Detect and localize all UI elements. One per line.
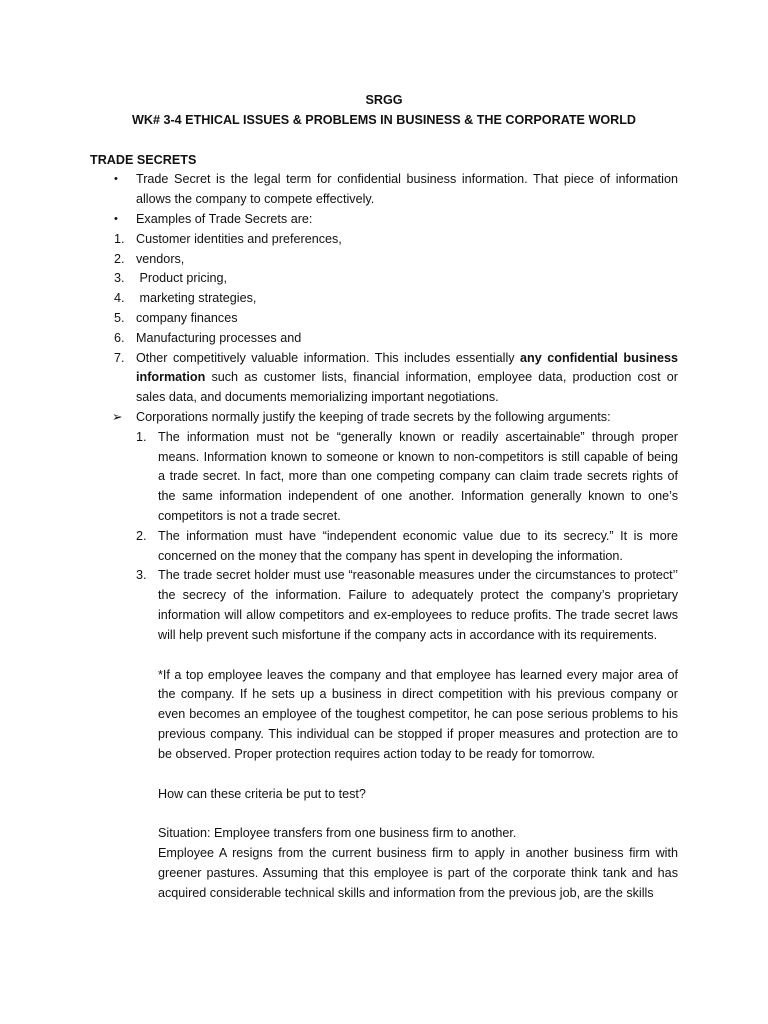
list-number: 5.: [114, 310, 125, 325]
list-text-part: such as customer lists, financial information, employee data, production cost or sales data, and documents memorializing important negotiations.: [136, 370, 678, 405]
document-title: WK# 3-4 ETHICAL ISSUES & PROBLEMS IN BUSINESS & THE CORPORATE WORLD: [131, 112, 637, 127]
list-number: 7.: [114, 350, 125, 365]
section-heading: TRADE SECRETS: [90, 152, 197, 167]
emphasis-text: any confidential business information: [136, 350, 678, 385]
list-item: [90, 349, 678, 408]
bullet-item: [90, 170, 678, 210]
situation-paragraph: Situation: Employee transfers from one business firm to another.: [158, 826, 517, 841]
list-number: 1.: [114, 231, 125, 246]
list-text: The trade secret holder must use “reasonable measures under the circumstances to protect’’ the secrecy of the information. Failure to adequately protect the company’s proprietary information will allow competitors and ex-employees to reduce profits. The trade secret laws will help prevent such misfortune if the company acts in accordance with its requirements.: [158, 568, 678, 642]
list-item: [90, 309, 678, 329]
list-text: company finances: [136, 310, 238, 325]
note-paragraph: *If a top employee leaves the company and that employee has learned every major area of the company. If he sets up a business in direct competition with his previous company or even becomes an employee of the toughest competitor, he can pose serious problems to his previous company. This individual can be stopped if proper measures and protection are to be observed. Proper protection requires action today to be ready for tomorrow.: [158, 667, 678, 761]
list-number: 3.: [136, 568, 147, 583]
document-page: [90, 91, 678, 903]
list-text-part: Other competitively valuable information. This includes essentially: [136, 350, 521, 365]
definition-bullets: [90, 170, 678, 229]
list-item: [136, 527, 678, 567]
document-code: SRGG: [365, 93, 403, 107]
list-number: 4.: [114, 291, 125, 306]
list-text: vendors,: [136, 251, 185, 266]
list-item: [90, 289, 678, 309]
list-item: [136, 566, 678, 645]
list-number: 3.: [114, 271, 125, 286]
bullet-text: Examples of Trade Secrets are:: [136, 211, 313, 226]
list-item: [90, 269, 678, 289]
list-number: 2.: [136, 528, 147, 543]
list-text: Manufacturing processes and: [136, 330, 302, 345]
list-item: [90, 329, 678, 349]
list-text: The information must have “independent economic value due to its secrecy.” It is more concerned on the money that the company has spent in developing the information.: [158, 528, 678, 563]
examples-list: [90, 230, 678, 408]
question-paragraph: How can these criteria be put to test?: [158, 786, 366, 801]
list-text: The information must not be “generally known or readily ascertainable” through proper means. Information known to someone or known to non-competitors is still capable of being a trade secret. In fact, more than one competing company can claim trade secrets rights of the same information independent of one another. Information generally known to one’s competitors is not a trade secret.: [158, 429, 678, 523]
bullet-icon: •: [114, 173, 118, 186]
list-text: marketing strategies,: [136, 291, 257, 306]
list-item: [136, 428, 678, 527]
arguments-list: [90, 428, 678, 646]
list-text: Product pricing,: [136, 271, 227, 286]
arrow-bullet-icon: ➢: [112, 409, 123, 424]
employee-paragraph: Employee A resigns from the current business firm to apply in another business firm with greener pastures. Assuming that this employee is part of the corporate think tank and has acquired considerable technical skills and information from the previous job, are the skills: [158, 846, 678, 900]
list-number: 1.: [136, 429, 147, 444]
list-item: [90, 250, 678, 270]
bullet-text: Trade Secret is the legal term for confidential business information. That piece of information allows the company to compete effectively.: [136, 172, 678, 207]
list-text: Customer identities and preferences,: [136, 231, 342, 246]
list-item: [90, 230, 678, 250]
bullet-item: [90, 210, 678, 230]
list-number: 2.: [114, 251, 125, 266]
list-text: [136, 349, 678, 408]
arrow-item: [90, 408, 678, 428]
list-number: 6.: [114, 330, 125, 345]
arrow-item-text: Corporations normally justify the keeping of trade secrets by the following arguments:: [136, 409, 611, 424]
bullet-icon: •: [114, 212, 118, 225]
